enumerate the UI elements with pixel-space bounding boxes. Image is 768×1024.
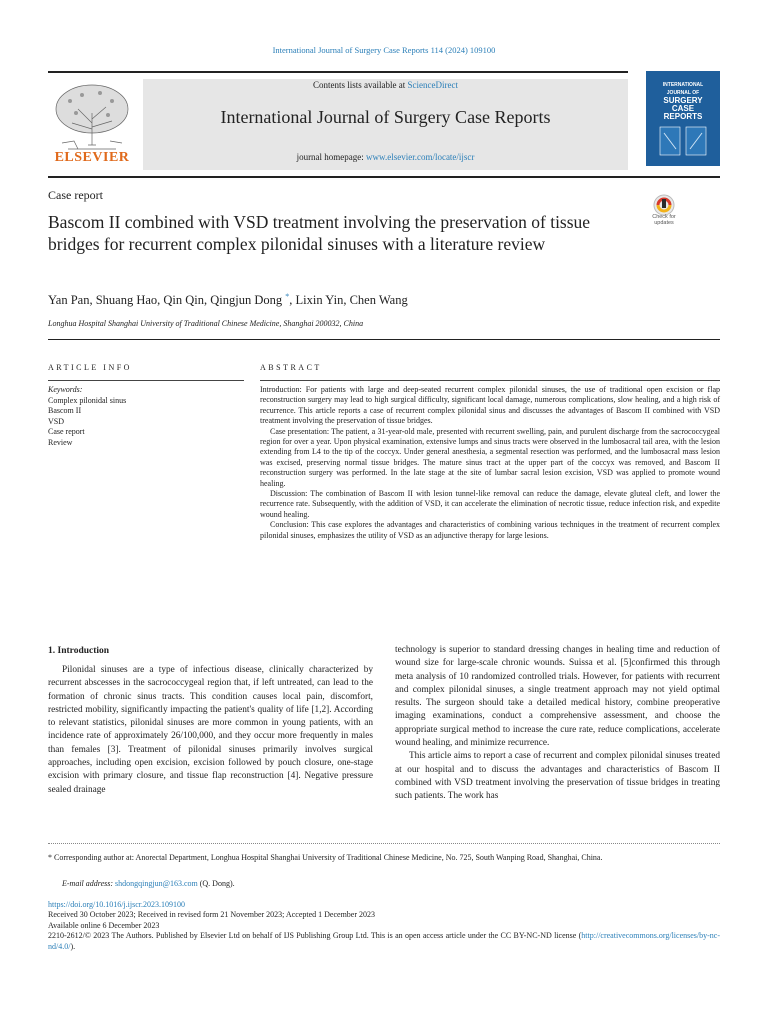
cover-line: CASE — [671, 104, 695, 113]
license-text: 2210-2612/© 2023 The Authors. Published by Elsevier Ltd on behalf of IJS Publishing Group Ltd. This is an open access article under the CC BY-NC-ND license ( — [48, 931, 582, 941]
abstract-heading: ABSTRACT — [260, 363, 322, 372]
contents-line — [143, 80, 628, 90]
paper-title: Bascom II combined with VSD treatment involving the preservation of tissue bridges for recurrent complex pilonidal sinuses with a literature review — [48, 212, 591, 254]
footnote-rule — [48, 843, 720, 844]
body-column-left — [48, 664, 373, 797]
elsevier-wordmark: ELSEVIER — [54, 150, 130, 165]
publication-info — [48, 900, 720, 952]
abstract-conclusion: Conclusion: This case explores the advantages and characteristics of combining various techniques in the treatment of recurrent complex pilonidal sinuses, emphasizes the utility of VSD as an adjunctive therapy for large lesions. — [260, 520, 720, 540]
cover-line: SURGERY — [663, 96, 703, 105]
intro-paragraph-3: This article aims to report a case of recurrent and complex pilonidal sinuses treated at our hospital and to discuss the advantages and characteristics of Bascom II combined with VSD treatment involving the preservation of tissue bridges in treating such patients. The work has — [395, 751, 720, 802]
authors-part-1: Yan Pan, Shuang Hao, Qin Qin, Qingjun Dong — [48, 293, 283, 308]
keywords-label: Keywords: — [48, 385, 83, 394]
article-info-heading: ARTICLE INFO — [48, 363, 132, 372]
keywords-block — [48, 385, 244, 448]
email-label: E-mail address: — [62, 879, 116, 888]
license-end: ). — [70, 941, 76, 951]
keyword-item: Case report — [48, 427, 85, 436]
license-statement — [48, 931, 720, 952]
keyword-item: Complex pilonidal sinus — [48, 395, 127, 405]
body-column-right — [395, 644, 720, 804]
homepage-prefix: journal homepage: — [296, 152, 367, 162]
intro-paragraph-1: Pilonidal sinuses are a type of infectious disease, clinically characterized by recurrent abscesses in the sacrococcygeal region that, if left untreated, can lead to the formation of chronic sinus tracts. This condition causes local pain, discomfort, restricted mobility, significantly impacting the patient's quality of life [1,2]. According to relevant statistics, pilonidal sinuses are more common in young patients, with an incidence rate of approximately 26/100,000, and they occur more frequently in males than females [3]. Treatment of pilonidal sinuses primarily involves surgical approaches, including open excision, excision followed by pouch closure, one-stage excision with primary closure, and tissue flap reconstruction [4]. Negative pressure sealed drainage — [48, 665, 373, 795]
journal-title: International Journal of Surgery Case Reports — [220, 107, 551, 127]
journal-cover-image[interactable] — [646, 71, 720, 166]
article-type: Case report — [48, 188, 103, 202]
header-separator — [48, 339, 720, 340]
available-online: Available online 6 December 2023 — [48, 920, 160, 930]
authors-part-2: , Lixin Yin, Chen Wang — [289, 293, 408, 308]
contents-prefix: Contents lists available at — [313, 80, 408, 90]
license-link[interactable]: http://creativecommons.org/licenses/by-nc-nd/4.0/ — [48, 931, 720, 951]
article-info-rule — [48, 380, 244, 381]
email-link[interactable]: shdongqingjun@163.com — [115, 879, 198, 888]
abstract-discussion: Discussion: The combination of Bascom II with lesion tunnel-like removal can reduce the damage, elevate gluteal cleft, and lower the recurrence rate. Subsequently, with the addition of VSD, it can accelerate the elimination of necrotic tissue, reduce infection risk, and expedite wound healing. — [260, 489, 720, 519]
affiliation: Longhua Hospital Shanghai University of Traditional Chinese Medicine, Shanghai 200032, China — [48, 319, 364, 328]
running-head[interactable]: International Journal of Surgery Case Reports 114 (2024) 109100 — [272, 45, 496, 55]
corresponding-author-footnote: * Corresponding author at: Anorectal Department, Longhua Hospital Shanghai University of Traditional Chinese Medicine, No. 725, South Wanping Road, Shanghai, China. — [48, 853, 603, 862]
email-footnote — [48, 879, 734, 889]
sciencedirect-link[interactable]: ScienceDirect — [407, 80, 458, 90]
cover-line: JOURNAL OF — [666, 90, 700, 96]
abstract-rule — [260, 380, 720, 381]
abstract-introduction: Introduction: For patients with large and deep-seated recurrent complex pilonidal sinuses, the use of traditional open excision or flap reconstruction surgery may lead to high surgical difficulty, significant local damage, numerous complications, slow healing, and a high risk of recurrence. This article reports a case of recurrent complex pilonidal sinus and discusses the advantages of Bascom II combined with VSD treatment involving the preservation of tissue bridges. — [260, 385, 720, 426]
author-list — [48, 292, 408, 308]
journal-homepage — [143, 152, 628, 162]
cover-graphic — [658, 123, 708, 159]
check-for-updates-icon[interactable] — [646, 193, 682, 233]
cover-line: INTERNATIONAL — [662, 82, 704, 88]
homepage-link[interactable]: www.elsevier.com/locate/ijscr — [366, 152, 475, 162]
keyword-item: Bascom II — [48, 406, 82, 415]
cover-title — [646, 81, 720, 121]
abstract-body — [260, 385, 720, 541]
abstract-case-presentation: Case presentation: The patient, a 31-year-old male, presented with recurrent swelling, pain, and purulent discharge from the sacrococcygeal region for over a year. Upon physical examination, extensive lumps and sinus tracts were observed in the lumbosacral tail area, with the lesion extending from L4 to the tip of the coccyx. Under general anesthesia, a segmental resection was performed, and the lumbosacral mass lesion was excised, preserving normal tissue bridges. The mature sinus tract at the upper part of the coccyx was removed, and Bascom II reconstruction surgery was performed. In the late stage at the site of lumbar sacral lesion excision, VSD was applied to promote wound healing. — [260, 426, 720, 488]
received-dates: Received 30 October 2023; Received in revised form 21 November 2023; Accepted 1 December 2023 — [48, 910, 376, 920]
email-suffix: (Q. Dong). — [197, 879, 235, 888]
header-rule-top — [48, 71, 628, 73]
intro-paragraph-2: technology is superior to standard dressing changes in healing time and reduction of wound size for large-scale chronic wounds. Suissa et al. [5]confirmed this through meta analysis of 10 randomized controlled trials. However, for patients with recurrent and complex pilonidal sinuses, a single treatment approach may not yield optimal results. The surgeon should take a detailed medical history, combine preoperative imaging examinations, conduct a comprehensive assessment, and choose the appropriate surgical method to increase the cure rate, reduce complications, accelerate wound healing, and minimize recurrence. — [395, 645, 720, 749]
keyword-item: VSD — [48, 416, 65, 426]
cover-line: REPORTS — [663, 112, 703, 121]
keyword-item: Review — [48, 437, 73, 447]
section-heading-introduction: 1. Introduction — [48, 646, 110, 656]
check-for-updates-label[interactable]: Check for updates — [652, 214, 676, 226]
header-rule-bottom — [48, 176, 720, 178]
corresponding-author-mark[interactable]: * — [285, 292, 290, 301]
doi-link[interactable]: https://doi.org/10.1016/j.ijscr.2023.109100 — [48, 900, 185, 909]
